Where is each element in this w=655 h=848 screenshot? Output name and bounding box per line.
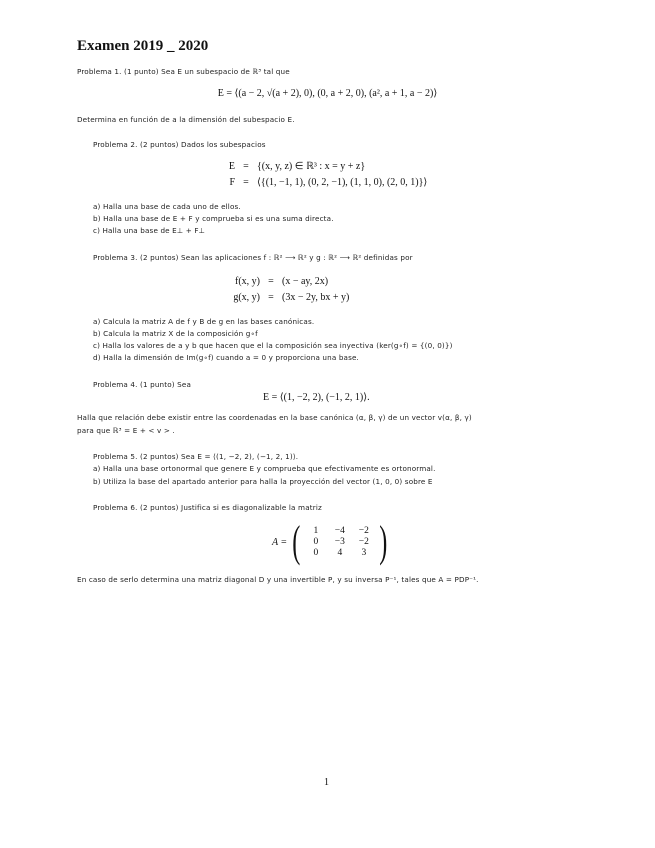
equals-sign: = xyxy=(268,276,274,287)
matrix-label: A = xyxy=(272,536,288,548)
row-rhs: (3x − 2y, bx + y) xyxy=(282,292,350,303)
problem-2-heading: Problema 2. (2 puntos) Dados los subespacios xyxy=(93,140,266,149)
equals-sign: = xyxy=(243,161,249,172)
problem-3-item-b: b) Calcula la matriz X de la composición g∘f xyxy=(93,329,258,338)
problem-3-row-g xyxy=(200,292,349,303)
row-lhs: E xyxy=(228,161,235,172)
problem-1-formula: E = ⟨(a − 2, √(a + 2), 0), (0, a + 2, 0), (a², a + 1, a − 2)⟩ xyxy=(217,88,438,99)
matrix-cell: −4 xyxy=(334,526,345,536)
problem-3-item-a: a) Calcula la matriz A de f y B de g en las bases canónicas. xyxy=(93,317,315,326)
problem-6-matrix xyxy=(272,517,391,566)
matrix-grid xyxy=(304,526,376,558)
row-rhs: ⟨{(1, −1, 1), (0, 2, −1), (1, 1, 0), (2, 0, 1)}⟩ xyxy=(257,177,428,188)
problem-1-heading: Problema 1. (1 punto) Sea E un subespacio de ℝ³ tal que xyxy=(77,67,290,76)
problem-6-heading: Problema 6. (2 puntos) Justifica si es diagonalizable la matriz xyxy=(93,503,322,512)
matrix-cell: 1 xyxy=(313,526,319,536)
row-rhs: (x − ay, 2x) xyxy=(282,276,329,287)
problem-2-row-e xyxy=(175,161,365,172)
page-number: 1 xyxy=(324,777,329,788)
matrix-cell: 0 xyxy=(313,548,319,558)
problem-3-heading: Problema 3. (2 puntos) Sean las aplicaciones f : ℝ² ⟶ ℝ² y g : ℝ² ⟶ ℝ² definidas por xyxy=(93,253,413,262)
problem-2-item-b: b) Halla una base de E + F y comprueba si es una suma directa. xyxy=(93,214,334,223)
problem-3-item-d: d) Halla la dimensión de Im(g∘f) cuando a = 0 y proporciona una base. xyxy=(93,353,359,362)
row-lhs: g(x, y) xyxy=(233,292,260,303)
problem-3-row-f xyxy=(200,276,328,287)
left-paren: ( xyxy=(292,517,301,566)
problem-4-formula: E = ⟨(1, −2, 2), (−1, 2, 1)⟩. xyxy=(263,392,370,403)
matrix-cell: −2 xyxy=(358,537,369,547)
matrix-cell: 0 xyxy=(313,537,319,547)
problem-3-item-c: c) Halla los valores de a y b que hacen que el la composición sea inyectiva (ker(g∘f) = {(0, 0)}) xyxy=(93,341,453,350)
matrix-cell: 4 xyxy=(337,548,343,558)
problem-2-item-c: c) Halla una base de E⊥ + F⊥ xyxy=(93,226,206,235)
problem-4-text-1: Halla que relación debe existir entre las coordenadas en la base canónica (α, β, γ) de un vector v(α, β, γ) xyxy=(77,413,472,422)
right-paren: ) xyxy=(379,517,388,566)
row-lhs: F xyxy=(229,177,235,188)
row-rhs: {(x, y, z) ∈ ℝ³ : x = y + z} xyxy=(257,161,366,172)
problem-5-item-a: a) Halla una base ortonormal que genere E y comprueba que efectivamente es ortonormal. xyxy=(93,464,436,473)
problem-5-heading: Problema 5. (2 puntos) Sea E = ⟨(1, −2, 2), (−1, 2, 1)⟩. xyxy=(93,452,299,461)
matrix-cell: −2 xyxy=(358,526,369,536)
matrix-cell: 3 xyxy=(361,548,367,558)
equals-sign: = xyxy=(243,177,249,188)
problem-4-text-2: para que ℝ³ = E + < v > . xyxy=(77,426,175,435)
problem-2-row-f xyxy=(175,177,427,188)
problem-4-heading: Problema 4. (1 punto) Sea xyxy=(93,380,191,389)
problem-1-text: Determina en función de a la dimensión del subespacio E. xyxy=(77,115,295,124)
matrix-cell: −3 xyxy=(334,537,345,547)
problem-5-item-b: b) Utiliza la base del apartado anterior para halla la proyección del vector (1, 0, 0) sobre E xyxy=(93,477,433,486)
problem-2-item-a: a) Halla una base de cada uno de ellos. xyxy=(93,202,241,211)
exam-title: Examen 2019 _ 2020 xyxy=(77,38,209,54)
problem-6-text: En caso de serlo determina una matriz diagonal D y una invertible P, y su inversa P⁻¹, tales que A = PDP⁻¹. xyxy=(77,575,479,584)
row-lhs: f(x, y) xyxy=(235,276,260,287)
equals-sign: = xyxy=(268,292,274,303)
